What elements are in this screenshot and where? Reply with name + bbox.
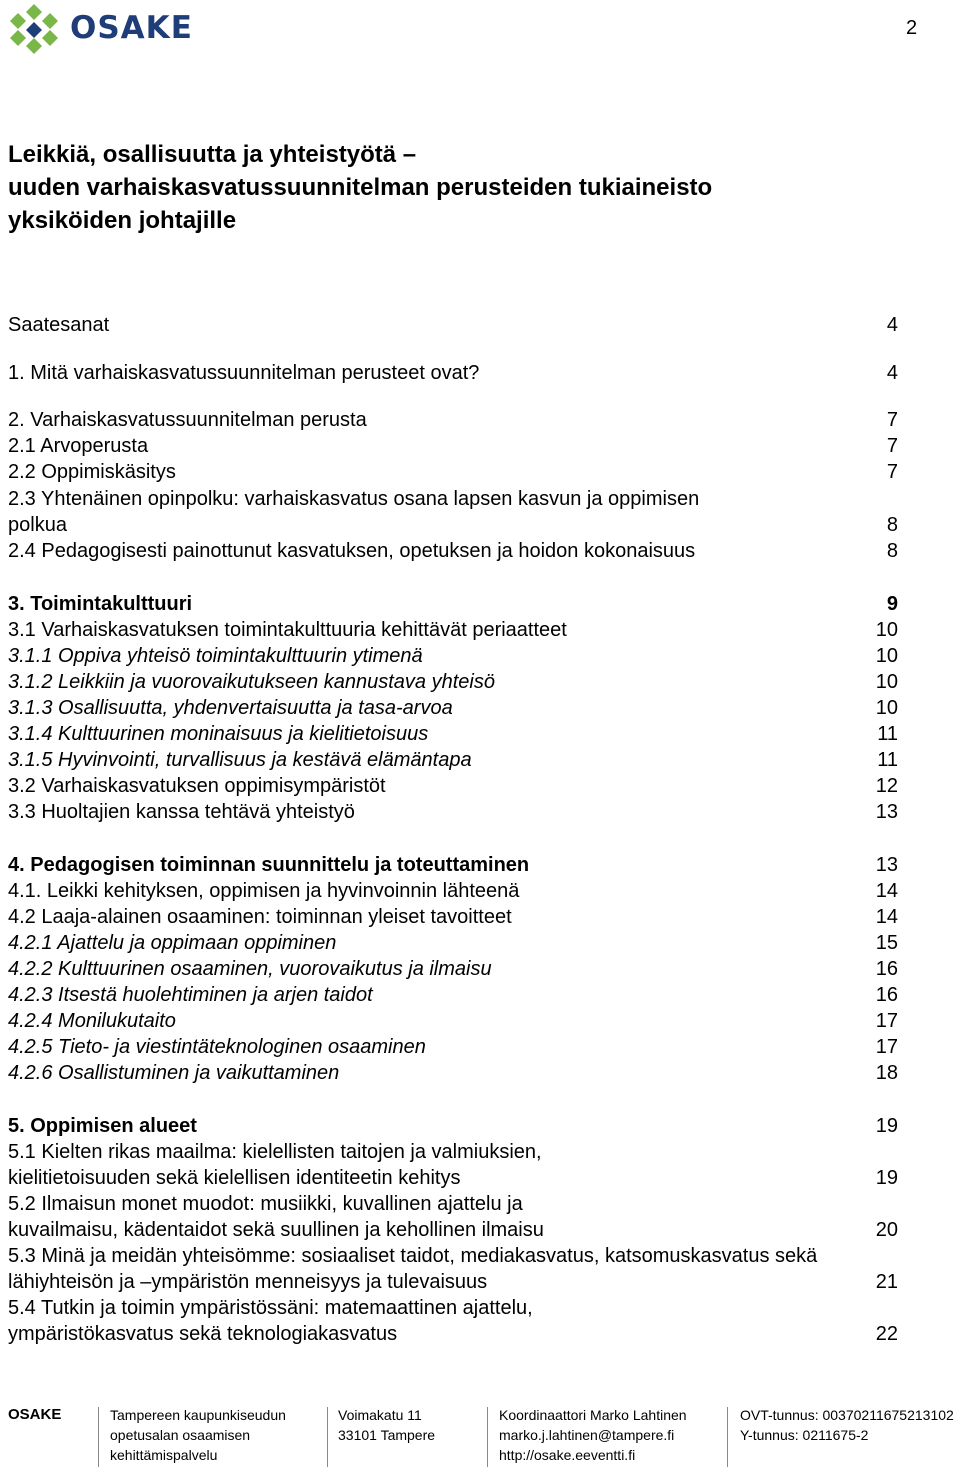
toc-entry-page: 20 bbox=[875, 1219, 898, 1241]
toc-entry-title: Saatesanat bbox=[8, 314, 110, 336]
toc-entry[interactable] bbox=[8, 799, 898, 825]
toc-entry-page: 17 bbox=[875, 1010, 898, 1032]
toc-entry-page: 19 bbox=[875, 1115, 898, 1137]
toc-entry-page: 8 bbox=[886, 540, 898, 562]
toc-entry[interactable] bbox=[8, 433, 898, 459]
toc-entry[interactable] bbox=[8, 407, 898, 433]
toc-entry[interactable] bbox=[8, 669, 898, 695]
toc-entry-title: 4.2 Laaja-alainen osaaminen: toiminnan yleiset tavoitteet bbox=[8, 906, 512, 928]
toc-entry-page: 16 bbox=[875, 958, 898, 980]
footer-address bbox=[338, 1405, 435, 1445]
toc-entry-title: 5.4 Tutkin ja toimin ympäristössäni: matemaattinen ajattelu, ympäristökasvatus sekä teknologiakasvatus bbox=[8, 1297, 533, 1345]
toc-entry[interactable] bbox=[8, 591, 898, 617]
toc-entry-title: 4. Pedagogisen toiminnan suunnittelu ja toteuttaminen bbox=[8, 854, 530, 876]
toc-entry-title: 3.1.5 Hyvinvointi, turvallisuus ja kestävä elämäntapa bbox=[8, 749, 472, 771]
toc-entry-page: 4 bbox=[886, 314, 898, 336]
footer-org bbox=[110, 1405, 286, 1465]
toc-entry-page: 12 bbox=[875, 775, 898, 797]
toc-entry[interactable] bbox=[8, 956, 898, 982]
toc-entry-title: 2. Varhaiskasvatussuunnitelman perusta bbox=[8, 409, 367, 431]
toc-entry-title: 4.2.1 Ajattelu ja oppimaan oppiminen bbox=[8, 932, 337, 954]
osake-logo-icon bbox=[8, 4, 62, 54]
toc-entry-page: 10 bbox=[875, 619, 898, 641]
page-number: 2 bbox=[906, 17, 918, 39]
footer-org-line: opetusalan osaamisen bbox=[110, 1427, 251, 1443]
footer-divider bbox=[487, 1407, 488, 1467]
toc-entry-title: 3.2 Varhaiskasvatuksen oppimisympäristöt bbox=[8, 775, 386, 797]
toc-entry[interactable] bbox=[8, 1034, 898, 1060]
toc-entry-title: 3.3 Huoltajien kanssa tehtävä yhteistyö bbox=[8, 801, 355, 823]
footer-divider bbox=[327, 1407, 328, 1467]
toc-entry-page: 4 bbox=[886, 362, 898, 384]
toc-entry-title: 3. Toimintakulttuuri bbox=[8, 593, 193, 615]
toc-entry-title: 2.3 Yhtenäinen opinpolku: varhaiskasvatus osana lapsen kasvun ja oppimisen polkua bbox=[8, 488, 700, 536]
toc-entry[interactable] bbox=[8, 538, 898, 564]
toc-entry[interactable] bbox=[8, 904, 898, 930]
footer-contact-name: Koordinaattori Marko Lahtinen bbox=[499, 1407, 687, 1423]
toc-entry-page: 21 bbox=[875, 1271, 898, 1293]
toc-entry[interactable] bbox=[8, 459, 898, 485]
toc-entry-page: 19 bbox=[875, 1167, 898, 1189]
footer-contact bbox=[499, 1405, 687, 1465]
osake-logo bbox=[8, 4, 193, 54]
toc-entry-title: 3.1.1 Oppiva yhteisö toimintakulttuurin ytimenä bbox=[8, 645, 423, 667]
toc-entry[interactable] bbox=[8, 1243, 898, 1295]
toc-entry-page: 7 bbox=[886, 435, 898, 457]
toc-entry[interactable] bbox=[8, 312, 898, 338]
toc-entry-title: 3.1.4 Kulttuurinen moninaisuus ja kielitietoisuus bbox=[8, 723, 429, 745]
footer-divider bbox=[727, 1407, 728, 1467]
toc-entry[interactable] bbox=[8, 695, 898, 721]
footer-email-link[interactable]: marko.j.lahtinen@tampere.fi bbox=[499, 1427, 675, 1443]
toc-entry-title: 2.4 Pedagogisesti painottunut kasvatuksen, opetuksen ja hoidon kokonaisuus bbox=[8, 540, 696, 562]
footer-address-line: Voimakatu 11 bbox=[338, 1407, 422, 1423]
toc-entry-title: 3.1 Varhaiskasvatuksen toimintakulttuuria kehittävät periaatteet bbox=[8, 619, 567, 641]
toc-entry-title: 4.2.5 Tieto- ja viestintäteknologinen osaaminen bbox=[8, 1036, 426, 1058]
toc-entry[interactable] bbox=[8, 773, 898, 799]
footer-brand: OSAKE bbox=[8, 1406, 62, 1423]
toc-entry[interactable] bbox=[8, 486, 898, 538]
footer-org-line: kehittämispalvelu bbox=[110, 1447, 218, 1463]
toc-entry[interactable] bbox=[8, 1008, 898, 1034]
title-line: yksiköiden johtajille bbox=[8, 207, 237, 234]
toc-entry-page: 13 bbox=[875, 801, 898, 823]
toc-entry-title: 4.2.4 Monilukutaito bbox=[8, 1010, 176, 1032]
toc-entry-title: 4.1. Leikki kehityksen, oppimisen ja hyvinvoinnin lähteenä bbox=[8, 880, 520, 902]
toc-entry-page: 11 bbox=[877, 749, 898, 771]
title-line: uuden varhaiskasvatussuunnitelman perusteiden tukiaineisto bbox=[8, 174, 713, 201]
toc-entry-title: 5. Oppimisen alueet bbox=[8, 1115, 197, 1137]
toc-entry-page: 15 bbox=[875, 932, 898, 954]
toc-entry-page: 18 bbox=[875, 1062, 898, 1084]
toc-entry[interactable] bbox=[8, 982, 898, 1008]
document-title bbox=[8, 138, 712, 237]
footer-divider bbox=[98, 1407, 99, 1467]
toc-entry-title: 2.1 Arvoperusta bbox=[8, 435, 149, 457]
footer-org-line: Tampereen kaupunkiseudun bbox=[110, 1407, 286, 1423]
toc-entry-page: 10 bbox=[875, 697, 898, 719]
toc-entry-page: 10 bbox=[875, 645, 898, 667]
toc-entry-page: 9 bbox=[886, 593, 898, 615]
toc-entry-page: 13 bbox=[875, 854, 898, 876]
toc-entry-title: 1. Mitä varhaiskasvatussuunnitelman perusteet ovat? bbox=[8, 362, 480, 384]
footer-ovt-id: OVT-tunnus: 003702116752131​02 bbox=[740, 1407, 954, 1423]
toc-entry[interactable] bbox=[8, 360, 898, 386]
toc-entry-page: 22 bbox=[875, 1323, 898, 1345]
toc-entry[interactable] bbox=[8, 1113, 898, 1139]
toc-entry-title: 4.2.6 Osallistuminen ja vaikuttaminen bbox=[8, 1062, 340, 1084]
footer-website-link[interactable]: http://osake.eeventti.fi bbox=[499, 1447, 636, 1463]
toc-entry-title: 4.2.3 Itsestä huolehtiminen ja arjen taidot bbox=[8, 984, 373, 1006]
toc-entry[interactable] bbox=[8, 721, 898, 747]
toc-entry[interactable] bbox=[8, 852, 898, 878]
toc-entry-page: 17 bbox=[875, 1036, 898, 1058]
toc-entry-title: 5.2 Ilmaisun monet muodot: musiikki, kuvallinen ajattelu ja kuvailmaisu, kädentaidot sekä suullinen ja kehollinen ilmaisu bbox=[8, 1193, 544, 1241]
toc-entry-page: 8 bbox=[886, 514, 898, 536]
toc-entry-title: 3.1.3 Osallisuutta, yhdenvertaisuutta ja tasa-arvoa bbox=[8, 697, 453, 719]
toc-entry-page: 10 bbox=[875, 671, 898, 693]
title-line: Leikkiä, osallisuutta ja yhteistyötä – bbox=[8, 141, 417, 168]
toc-entry-page: 7 bbox=[886, 461, 898, 483]
toc-entry-page: 14 bbox=[875, 880, 898, 902]
toc-entry-title: 5.1 Kielten rikas maailma: kielellisten taitojen ja valmiuksien, kielitietoisuuden sekä kielellisen identiteetin kehitys bbox=[8, 1141, 542, 1189]
toc-entry-title: 3.1.2 Leikkiin ja vuorovaikutukseen kannustava yhteisö bbox=[8, 671, 495, 693]
footer-ids bbox=[740, 1405, 954, 1445]
toc-entry-page: 7 bbox=[886, 409, 898, 431]
toc-entry-title: 5.3 Minä ja meidän yhteisömme: sosiaaliset taidot, mediakasvatus, katsomuskasvatus sekä lähiyhteisön ja –ympäristön menneisyys ja tulevaisuus bbox=[8, 1245, 818, 1293]
toc-entry-page: 14 bbox=[875, 906, 898, 928]
toc-entry[interactable] bbox=[8, 1191, 898, 1243]
toc-entry[interactable] bbox=[8, 930, 898, 956]
toc-entry[interactable] bbox=[8, 1060, 898, 1086]
logo-text: OSAKE bbox=[70, 10, 193, 46]
toc-entry[interactable] bbox=[8, 643, 898, 669]
footer-address-line: 33101 Tampere bbox=[338, 1427, 436, 1443]
toc-entry[interactable] bbox=[8, 747, 898, 773]
footer-business-id: Y-tunnus: 0211675-2 bbox=[740, 1427, 869, 1443]
toc-entry[interactable] bbox=[8, 617, 898, 643]
toc-entry-page: 11 bbox=[877, 723, 898, 745]
toc-entry[interactable] bbox=[8, 1139, 898, 1191]
toc-entry-page: 16 bbox=[875, 984, 898, 1006]
toc-entry[interactable] bbox=[8, 878, 898, 904]
toc-entry[interactable] bbox=[8, 1295, 898, 1347]
toc-entry-title: 2.2 Oppimiskäsitys bbox=[8, 461, 176, 483]
toc-entry-title: 4.2.2 Kulttuurinen osaaminen, vuorovaikutus ja ilmaisu bbox=[8, 958, 492, 980]
